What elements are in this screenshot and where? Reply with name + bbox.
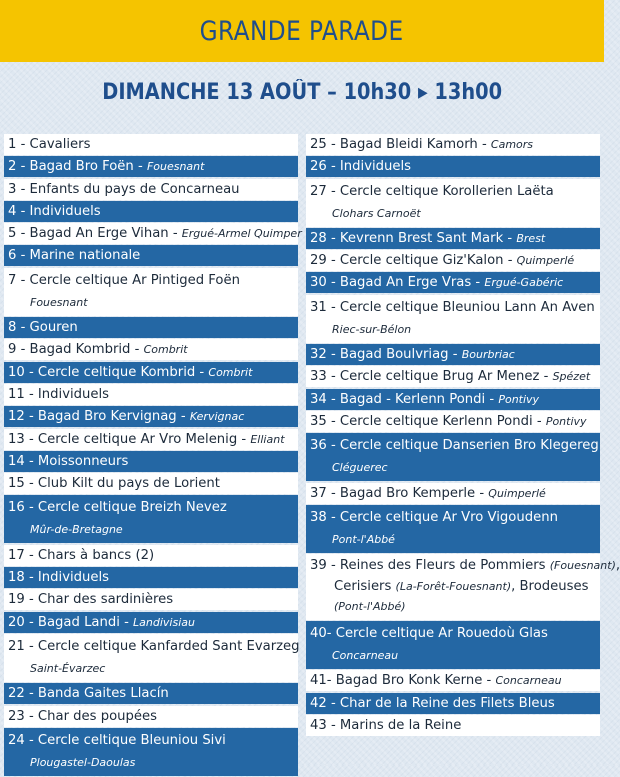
list-item: 25 - Bagad Bleidi Kamorh - Camors xyxy=(306,134,600,155)
list-item xyxy=(306,693,600,714)
item-location: Fouesnant xyxy=(146,160,205,174)
item-location: Brest xyxy=(516,231,546,245)
item-label: 25 - Bagad Bleidi Kamorh xyxy=(310,137,478,152)
item-label: 21 - Cercle celtique Kanfarded Sant Evarzeg xyxy=(8,638,300,654)
item-label: 16 - Cercle celtique Breizh Nevez xyxy=(8,500,227,516)
item-label: 40- Cercle celtique Ar Rouedoù Glas xyxy=(310,625,548,641)
item-label: 15 - Club Kilt du pays de Lorient xyxy=(8,476,220,492)
list-item: 28 - Kevrenn Brest Sant Mark - Brest xyxy=(306,228,600,249)
item-location: Landivisiau xyxy=(133,615,195,629)
list-item: 30 - Bagad An Erge Vras - Ergué-Gabéric xyxy=(306,272,600,293)
list-item: 41- Bagad Bro Konk Kerne - Concarneau xyxy=(306,670,600,691)
item-label: 33 - Cercle celtique Brug Ar Menez xyxy=(310,369,540,385)
item-label: 39 - Reines des Fleurs de Pommiers xyxy=(310,558,550,574)
page-title: GRANDE PARADE xyxy=(199,15,404,47)
item-label: 34 - Bagad - Kerlenn Pondi xyxy=(310,391,486,407)
item-label: 28 - Kevrenn Brest Sant Mark xyxy=(310,230,504,246)
item-label: 41- Bagad Bro Konk Kerne xyxy=(310,673,483,689)
item-label: 43 - Marins de la Reine xyxy=(310,717,462,733)
list-item xyxy=(306,621,600,669)
item-label: 1 - Cavaliers xyxy=(8,137,91,152)
list-item xyxy=(306,295,600,343)
item-label: 6 - Marine nationale xyxy=(8,248,141,264)
item-location: Fouesnant xyxy=(30,295,88,309)
item-location: Pontivy xyxy=(498,392,540,406)
item-location: (La-Forêt-Fouesnant) xyxy=(395,579,512,593)
item-location: Saint-Évarzec xyxy=(30,661,106,675)
list-item: 37 - Bagad Bro Kemperle - Quimperlé xyxy=(306,483,600,504)
list-item: 9 - Bagad Kombrid - Combrit xyxy=(4,339,298,360)
item-label: 32 - Bagad Boulvriag xyxy=(310,347,449,363)
item-location: Clohars Carnoët xyxy=(332,206,421,220)
list-item: 20 - Bagad Landi - Landivisiau xyxy=(4,612,298,633)
list-item: 12 - Bagad Bro Kervignag - Kervignac xyxy=(4,406,298,427)
list-item: 13 - Cercle celtique Ar Vro Melenig - Elliant xyxy=(4,429,298,450)
list-item: 10 - Cercle celtique Kombrid - Combrit xyxy=(4,362,298,383)
event-date xyxy=(0,80,604,105)
event-date-text: DIMANCHE 13 AOÛT – 10h30 ▸ 13h00 xyxy=(102,80,502,105)
item-label: 9 - Bagad Kombrid xyxy=(8,342,131,358)
item-label: 37 - Bagad Bro Kemperle xyxy=(310,485,476,501)
list-item xyxy=(4,201,298,222)
list-item xyxy=(306,433,600,481)
item-location: Quimperlé xyxy=(488,486,546,500)
item-location: Plougastel-Daoulas xyxy=(30,755,136,769)
list-item: 34 - Bagad - Kerlenn Pondi - Pontivy xyxy=(306,389,600,410)
item-location: Mûr-de-Bretagne xyxy=(30,523,123,537)
list-item: 33 - Cercle celtique Brug Ar Menez - Spézet xyxy=(306,366,600,387)
item-location: Combrit xyxy=(208,365,253,379)
list-item: 32 - Bagad Boulvriag - Bourbriac xyxy=(306,344,600,365)
item-location: Pont-l'Abbé xyxy=(332,532,395,546)
item-location: Ergué-Gabéric xyxy=(484,276,564,290)
item-label: 14 - Moissonneurs xyxy=(8,453,129,469)
item-label: 24 - Cercle celtique Bleuniou Sivi xyxy=(8,732,226,748)
item-label: 30 - Bagad An Erge Vras xyxy=(310,275,472,291)
list-item xyxy=(4,545,298,566)
item-label: Cerisiers xyxy=(334,578,396,594)
item-label: 27 - Cercle celtique Korollerien Laëta xyxy=(310,183,554,199)
item-label: 19 - Char des sardinières xyxy=(8,592,174,608)
item-label: 12 - Bagad Bro Kervignag xyxy=(8,409,177,425)
item-label: 2 - Bagad Bro Foën xyxy=(8,159,134,175)
list-item: 29 - Cercle celtique Giz'Kalon - Quimperlé xyxy=(306,250,600,271)
item-label: 29 - Cercle celtique Giz'Kalon xyxy=(310,253,504,269)
item-location: Riec-sur-Bélon xyxy=(332,322,412,336)
item-label: 13 - Cercle celtique Ar Vro Melenig xyxy=(8,431,238,447)
right-column xyxy=(306,134,620,737)
list-item xyxy=(4,179,298,200)
item-location: Bourbriac xyxy=(461,348,515,362)
item-location: Cléguerec xyxy=(332,461,388,475)
item-location: Elliant xyxy=(250,432,285,446)
list-item xyxy=(4,384,298,405)
item-location: (Fouesnant) xyxy=(549,559,616,573)
item-label: 4 - Individuels xyxy=(8,203,101,219)
list-item xyxy=(4,451,298,472)
list-item xyxy=(4,634,298,682)
item-location: Concarneau xyxy=(332,648,399,662)
list-item xyxy=(306,179,600,227)
item-location: Pontivy xyxy=(545,414,587,428)
item-location: Concarneau xyxy=(495,674,562,688)
left-column xyxy=(4,134,302,777)
list-item xyxy=(306,505,600,553)
item-label: 17 - Chars à bancs (2) xyxy=(8,547,155,563)
list-item: 5 - Bagad An Erge Vihan - Ergué-Armel Quimper xyxy=(4,223,298,244)
item-label: 3 - Enfants du pays de Concarneau xyxy=(8,181,240,197)
title-banner xyxy=(0,0,604,62)
list-item xyxy=(4,728,298,776)
item-label: 10 - Cercle celtique Kombrid xyxy=(8,364,196,380)
item-label: 36 - Cercle celtique Danserien Bro Klegereg xyxy=(310,438,599,454)
item-label: 23 - Char des poupées xyxy=(8,708,157,724)
item-location: Camors xyxy=(490,138,534,151)
list-item xyxy=(306,156,600,177)
item-label: 31 - Cercle celtique Bleuniou Lann An Aven xyxy=(310,299,595,315)
item-label: 20 - Bagad Landi xyxy=(8,614,120,630)
list-item: 39 - Reines des Fleurs de Pommiers (Fouesnant), Cerisiers (La-Forêt-Fouesnant), Brodeuses (Pont-l'Abbé) xyxy=(306,554,600,620)
item-location: Quimperlé xyxy=(516,254,575,268)
item-label: 18 - Individuels xyxy=(8,570,110,586)
item-label: 7 - Cercle celtique Ar Pintiged Foën xyxy=(8,272,240,288)
item-location: Kervignac xyxy=(189,410,245,424)
list-item xyxy=(4,317,298,338)
item-label: 11 - Individuels xyxy=(8,386,110,402)
list-item xyxy=(4,268,298,316)
list-item xyxy=(4,706,298,727)
item-label: 22 - Banda Gaites Llacín xyxy=(8,686,169,702)
list-item xyxy=(4,473,298,494)
list-item xyxy=(4,683,298,704)
item-label: 8 - Gouren xyxy=(8,320,78,336)
item-label: 26 - Individuels xyxy=(310,159,412,175)
item-label: 42 - Char de la Reine des Filets Bleus xyxy=(310,695,555,711)
list-item xyxy=(306,715,600,736)
item-label: , Brodeuses xyxy=(511,578,589,594)
item-location: (Pont-l'Abbé) xyxy=(334,600,406,614)
list-item: 35 - Cercle celtique Kerlenn Pondi - Pontivy xyxy=(306,411,600,432)
list-item xyxy=(4,245,298,266)
list-item xyxy=(4,589,298,610)
list-item xyxy=(4,495,298,543)
list-item xyxy=(4,567,298,588)
item-location: Combrit xyxy=(143,343,188,357)
item-label: 38 - Cercle celtique Ar Vro Vigoudenn xyxy=(310,509,558,525)
item-label: 5 - Bagad An Erge Vihan xyxy=(8,226,169,242)
item-location: Ergué-Armel Quimper xyxy=(181,227,302,241)
list-item xyxy=(4,134,298,155)
list-item: 2 - Bagad Bro Foën - Fouesnant xyxy=(4,156,298,177)
item-location: Spézet xyxy=(552,370,591,384)
item-label: 35 - Cercle celtique Kerlenn Pondi xyxy=(310,413,533,429)
